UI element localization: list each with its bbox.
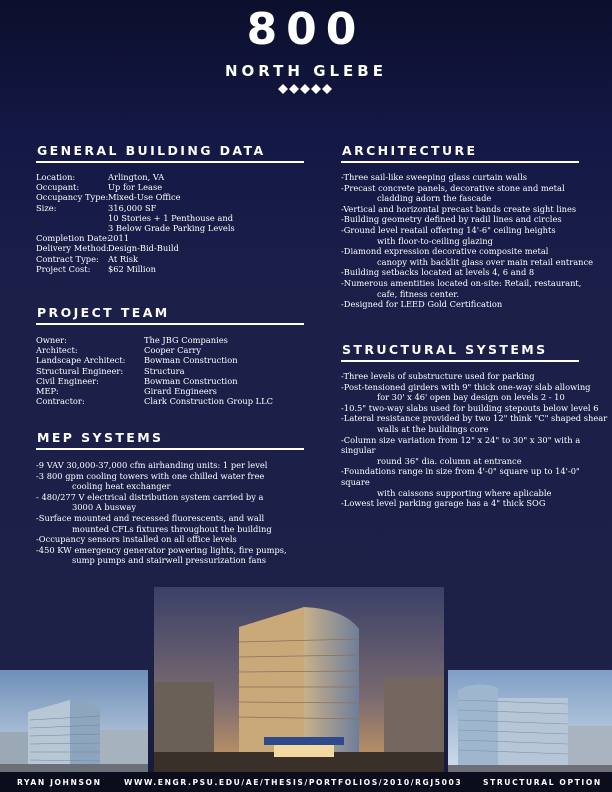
info-value: At Risk xyxy=(108,253,139,264)
bullet-item xyxy=(341,204,601,215)
bullet-text: -Lowest level parking garage has a 4" thick SOG xyxy=(341,498,546,509)
bullet-text: -Occupancy sensors installed on all office levels xyxy=(36,534,237,545)
info-value: Girard Engineers xyxy=(144,386,217,397)
info-value: Cooper Carry xyxy=(144,345,202,356)
bullet-text: -Building setbacks located at levels 4, 6 and 8 xyxy=(341,267,535,278)
info-row xyxy=(36,243,235,253)
bullet-item xyxy=(36,545,306,566)
bullet-item xyxy=(341,382,609,403)
info-value: Bowman Construction xyxy=(144,355,238,366)
info-value: Arlington, VA xyxy=(108,172,165,182)
bullet-text: -Diamond expression decorative composite metal xyxy=(341,246,549,257)
bullet-item xyxy=(36,513,306,534)
info-row xyxy=(36,233,235,243)
info-label xyxy=(36,213,108,223)
info-row xyxy=(36,203,235,213)
bullet-item xyxy=(341,413,609,434)
footer-bar xyxy=(0,772,612,792)
info-label xyxy=(36,223,108,233)
bullet-item xyxy=(341,498,609,509)
bullet-text: -3 800 gpm cooling towers with one chilled water free xyxy=(36,470,265,481)
mep-systems-list xyxy=(36,460,306,566)
bullet-text: -450 KW emergency generator powering lights, fire pumps, xyxy=(36,544,287,555)
building-rendering-left xyxy=(0,670,148,772)
bullet-continuation: mounted CFLs fixtures throughout the building xyxy=(72,523,272,534)
bullet-continuation: sump pumps and stairwell pressurization fans xyxy=(72,555,267,566)
info-label: Location: xyxy=(36,172,76,182)
bullet-continuation: cafe, fitness center. xyxy=(377,288,459,299)
info-label: Completion Date: xyxy=(36,233,110,244)
bullet-text: -Foundations range in size from 4'-0" square up to 14'-0" square xyxy=(341,466,580,487)
info-label: Civil Engineer: xyxy=(36,375,99,386)
info-label: Architect: xyxy=(36,345,78,356)
info-value: Up for Lease xyxy=(108,182,163,193)
info-value: 316,000 SF xyxy=(108,202,157,213)
bullet-continuation: canopy with backlit glass over main retail entrance xyxy=(377,256,594,267)
info-value: Design-Bid-Build xyxy=(108,243,179,254)
project-team-list xyxy=(36,335,273,406)
structural-systems-heading: STRUCTURAL SYSTEMS xyxy=(341,342,579,362)
bullet-item xyxy=(341,225,601,246)
info-label: Occupant: xyxy=(36,182,80,193)
bullet-item xyxy=(341,214,601,225)
info-row xyxy=(36,192,235,202)
diamond-ornament-icon xyxy=(278,84,334,94)
info-row xyxy=(36,396,273,406)
info-label: Landscape Architect: xyxy=(36,355,126,366)
info-value: Bowman Construction xyxy=(144,375,238,386)
bullet-text: -Designed for LEED Gold Certification xyxy=(341,299,503,310)
bullet-continuation: cladding adorn the fascade xyxy=(377,193,492,204)
bullet-continuation: for 30' x 46' open bay design on levels 2 - 10 xyxy=(377,392,565,403)
bullet-item xyxy=(341,278,601,299)
info-label: Size: xyxy=(36,202,57,213)
bullet-item xyxy=(341,299,601,310)
info-row xyxy=(36,376,273,386)
bullet-text: -Numerous amentities located on-site: Retail, restaurant, xyxy=(341,277,582,288)
bullet-text: -10.5" two-way slabs used for building stepouts below level 6 xyxy=(341,402,599,413)
bullet-text: -Post-tensioned girders with 9" thick one-way slab allowing xyxy=(341,381,591,392)
info-label: Occupancy Type: xyxy=(36,192,109,203)
bullet-item xyxy=(341,172,601,183)
architecture-heading: ARCHITECTURE xyxy=(341,143,579,163)
bullet-continuation: round 36" dia. column at entrance xyxy=(377,455,522,466)
bullet-item xyxy=(36,492,306,513)
bullet-text: -Surface mounted and recessed fluorescents, and wall xyxy=(36,512,265,523)
bullet-item xyxy=(341,435,609,467)
bullet-item xyxy=(36,534,306,545)
bullet-text: -Three sail-like sweeping glass curtain walls xyxy=(341,172,527,182)
bullet-text: -Three levels of substructure used for parking xyxy=(341,371,535,381)
info-label: Delivery Method: xyxy=(36,243,109,254)
bullet-continuation: 3000 A busway xyxy=(72,502,137,513)
bullet-text: -Vertical and horizontal precast bands create sight lines xyxy=(341,203,577,214)
info-value: Clark Construction Group LLC xyxy=(144,396,274,407)
info-value: 10 Stories + 1 Penthouse and xyxy=(108,212,234,223)
building-name: NORTH GLEBE xyxy=(225,62,387,80)
bullet-text: -9 VAV 30,000-37,000 cfm airhanding units: 1 per level xyxy=(36,460,268,470)
building-number: 800 xyxy=(246,4,366,55)
bullet-item xyxy=(341,466,609,498)
bullet-text: - 480/277 V electrical distribution system carried by a xyxy=(36,491,264,502)
info-label: Contractor: xyxy=(36,396,85,407)
building-rendering-right xyxy=(448,670,612,772)
info-row xyxy=(36,345,273,355)
info-row xyxy=(36,355,273,365)
general-building-data-list xyxy=(36,172,235,274)
info-value: 2011 xyxy=(108,233,130,244)
info-label: MEP: xyxy=(36,386,59,397)
info-value: Structura xyxy=(144,365,185,376)
info-label: Owner: xyxy=(36,335,67,345)
bullet-item xyxy=(341,183,601,204)
bullet-item xyxy=(36,471,306,492)
info-row xyxy=(36,264,235,274)
info-label: Structural Engineer: xyxy=(36,365,124,376)
info-row xyxy=(36,366,273,376)
info-row xyxy=(36,172,235,182)
bullet-continuation: with caissons supporting where aplicable xyxy=(377,487,552,498)
architecture-list xyxy=(341,172,601,310)
bullet-item xyxy=(341,371,609,382)
bullet-item xyxy=(341,246,601,267)
info-value: 3 Below Grade Parking Levels xyxy=(108,223,235,234)
info-row xyxy=(36,254,235,264)
bullet-item xyxy=(36,460,306,471)
bullet-continuation: cooling heat exchanger xyxy=(72,481,171,492)
footer-url[interactable]: WWW.ENGR.PSU.EDU/AE/THESIS/PORTFOLIOS/2010/RGJ5003 xyxy=(124,778,463,787)
info-row xyxy=(36,182,235,192)
bullet-text: -Ground level reatail offering 14'-6" ceiling heights xyxy=(341,224,556,235)
bullet-item xyxy=(341,403,609,414)
bullet-continuation: walls at the buildings core xyxy=(377,423,489,434)
info-row xyxy=(36,335,273,345)
structural-systems-list xyxy=(341,371,609,509)
footer-option: STRUCTURAL OPTION xyxy=(483,778,602,787)
bullet-item xyxy=(341,267,601,278)
bullet-text: -Column size variation from 12" x 24" to 30" x 30" with a singular xyxy=(341,434,581,456)
info-value: Mixed-Use Office xyxy=(108,192,181,203)
info-row xyxy=(36,386,273,396)
general-building-data-heading: GENERAL BUILDING DATA xyxy=(36,143,304,163)
bullet-continuation: with floor-to-ceiling glazing xyxy=(377,235,493,246)
building-rendering-center xyxy=(154,587,444,772)
info-row xyxy=(36,213,235,223)
footer-author: RYAN JOHNSON xyxy=(17,778,102,787)
info-label: Contract Type: xyxy=(36,253,99,264)
mep-systems-heading: MEP SYSTEMS xyxy=(36,430,304,450)
project-team-heading: PROJECT TEAM xyxy=(36,305,304,325)
info-row xyxy=(36,223,235,233)
bullet-text: -Precast concrete panels, decorative stone and metal xyxy=(341,182,565,193)
info-value: The JBG Companies xyxy=(144,335,228,345)
info-label: Project Cost: xyxy=(36,263,91,274)
bullet-text: -Lateral resistance provided by two 12" think "C" shaped shear xyxy=(341,413,608,424)
bullet-text: -Building geometry defined by radil lines and circles xyxy=(341,214,562,225)
info-value: $62 Million xyxy=(108,263,156,274)
